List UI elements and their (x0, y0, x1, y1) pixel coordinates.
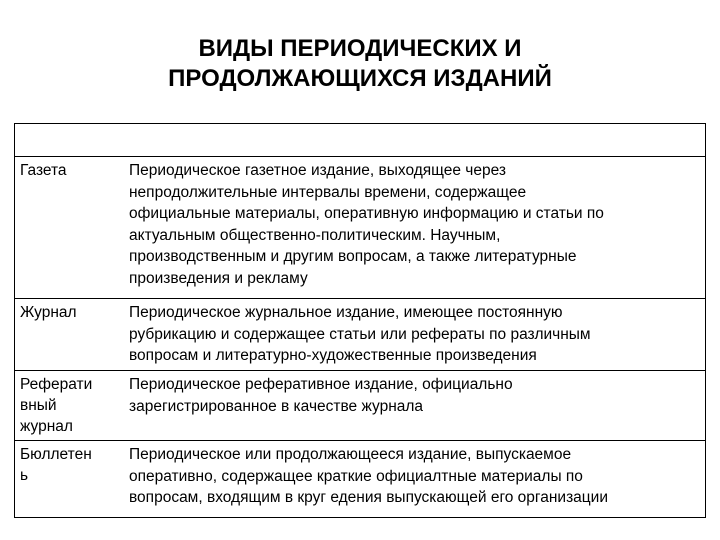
definition-cell (129, 441, 705, 517)
definition-line: актуальным общественно-политическим. Научным, (129, 226, 501, 244)
term-text: Реферати (20, 376, 93, 393)
page-title (0, 34, 720, 94)
term-text: журнал (20, 418, 73, 435)
term-text: вный (20, 397, 57, 414)
definition-line: производственным и другим вопросам, а также литературные (129, 248, 577, 265)
term-text: Журнал (20, 304, 77, 321)
definition-line: вопросам и литературно-художественные произведения (129, 347, 537, 364)
definition-line: вопросам, входящим в круг едения выпускающей его организации (129, 489, 608, 506)
term-cell (15, 441, 129, 517)
definition-line: Периодическое журнальное издание, имеющее постоянную (129, 304, 563, 321)
definition-line: произведения и рекламу (129, 269, 308, 287)
title-line-2: ПРОДОЛЖАЮЩИХСЯ ИЗДАНИЙ (168, 65, 552, 92)
definition-line: Периодическое реферативное издание, официально (129, 376, 513, 393)
definition-line: официальные материалы, оперативную информацию и статьи по (129, 205, 604, 222)
definition-cell (129, 157, 705, 298)
term-text: Бюллетен (20, 446, 92, 463)
definition-line: непродолжительные интервалы времени, содержащее (129, 183, 527, 201)
publications-table (14, 123, 706, 518)
term-text: Газета (20, 162, 67, 179)
table-row (15, 157, 705, 299)
term-cell (15, 299, 129, 370)
term-cell (15, 157, 129, 298)
table-row (15, 299, 705, 371)
term-text: ь (20, 467, 29, 484)
term-cell (15, 371, 129, 440)
definition-line: зарегистрированное в качестве журнала (129, 397, 424, 415)
definition-cell (129, 371, 705, 440)
definition-line: рубрикацию и содержащее статьи или рефераты по различным (129, 325, 591, 343)
definition-line: Периодическое газетное издание, выходящее через (129, 162, 507, 179)
title-line-1: ВИДЫ ПЕРИОДИЧЕСКИХ И (198, 35, 522, 62)
definition-cell (129, 299, 705, 370)
table-header-row (15, 124, 705, 157)
definition-line: Периодическое или продолжающееся издание, выпускаемое (129, 446, 572, 463)
table-row (15, 441, 705, 517)
table-row (15, 371, 705, 441)
definition-line: оперативно, содержащее краткие официалтные материалы по (129, 467, 583, 485)
